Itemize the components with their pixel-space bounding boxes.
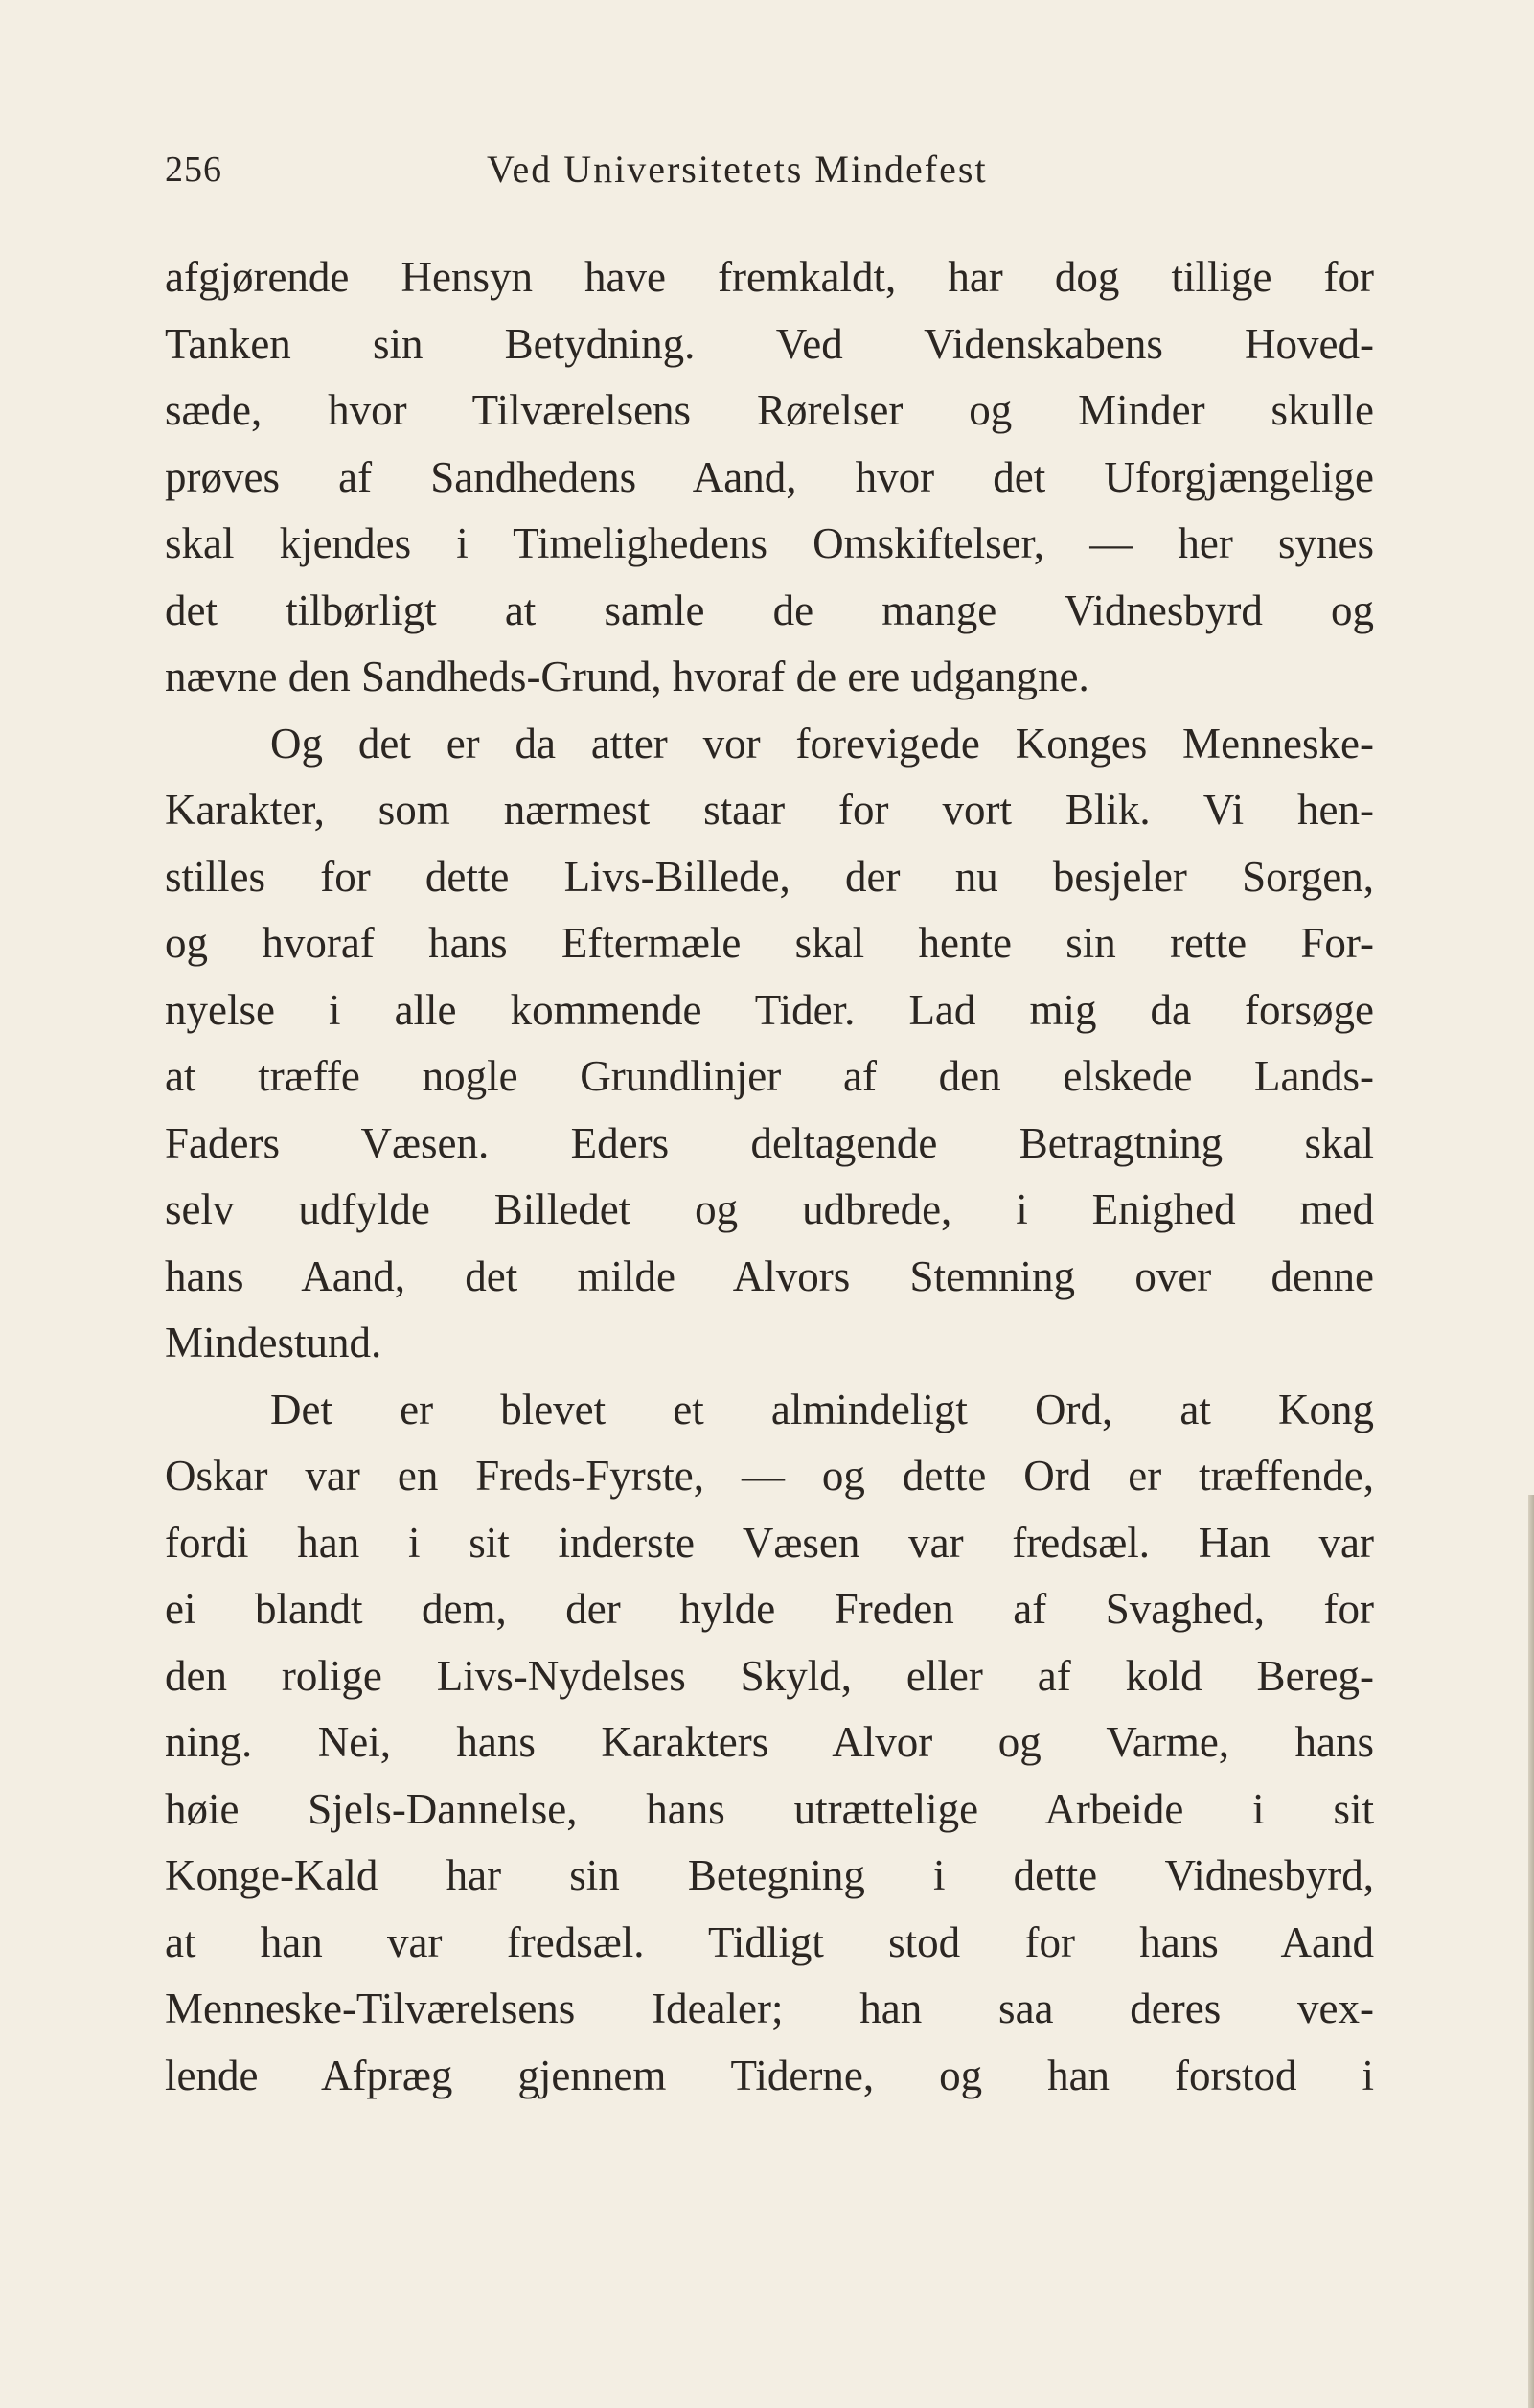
text-line: hans Aand, det milde Alvors Stemning over denne <box>165 1251 1374 1300</box>
text-line: Tanken sin Betydning. Ved Videnskabens Hoved- <box>165 319 1374 368</box>
text-line: den rolige Livs-Nydelses Skyld, eller af kold Bereg- <box>165 1651 1374 1700</box>
text-line: prøves af Sandhedens Aand, hvor det Uforgjængelige <box>165 452 1374 501</box>
text-line: lende Afpræg gjennem Tiderne, og han forstod i <box>165 2051 1374 2099</box>
text-line: Og det er da atter vor forevigede Konges Menneske- <box>270 719 1374 768</box>
text-line: nyelse i alle kommende Tider. Lad mig da forsøge <box>165 985 1374 1034</box>
text-line: ning. Nei, hans Karakters Alvor og Varme, hans <box>165 1718 1374 1766</box>
text-line: og hvoraf hans Eftermæle skal hente sin rette For- <box>165 919 1374 967</box>
text-line: nævne den Sandheds-Grund, hvoraf de ere udgangne. <box>165 653 1089 700</box>
text-line: det tilbørligt at samle de mange Vidnesbyrd og <box>165 585 1374 634</box>
text-line: ei blandt dem, der hylde Freden af Svaghed, for <box>165 1585 1374 1633</box>
text-line: Oskar var en Freds-Fyrste, — og dette Ord er træffende, <box>165 1452 1374 1500</box>
text-line: Mindestund. <box>165 1319 382 1366</box>
text-line: at han var fredsæl. Tidligt stod for hans Aand <box>165 1917 1374 1966</box>
text-line: Konge-Kald har sin Betegning i dette Vidnesbyrd, <box>165 1851 1374 1899</box>
text-line: Menneske-Tilværelsens Idealer; han saa deres vex- <box>165 1984 1374 2032</box>
text-line: sæde, hvor Tilværelsens Rørelser og Minder skulle <box>165 386 1374 434</box>
text-line: afgjørende Hensyn have fremkaldt, har dog tillige for <box>165 253 1374 301</box>
text-line: Det er blevet et almindeligt Ord, at Kong <box>270 1385 1374 1433</box>
body-text <box>165 244 1374 2109</box>
text-line: skal kjendes i Timelighedens Omskiftelser, — her synes <box>165 519 1374 567</box>
text-line: at træffe nogle Grundlinjer af den elskede Lands- <box>165 1052 1374 1100</box>
text-line: Faders Væsen. Eders deltagende Betragtning skal <box>165 1118 1374 1167</box>
text-line: selv udfylde Billedet og udbrede, i Enighed med <box>165 1185 1374 1233</box>
text-line: fordi han i sit inderste Væsen var fredsæl. Han var <box>165 1518 1374 1567</box>
page-edge <box>1528 1495 1534 2408</box>
running-title: Ved Universitetets Mindefest <box>487 148 988 191</box>
page-header <box>165 146 1372 194</box>
text-line: stilles for dette Livs-Billede, der nu besjeler Sorgen, <box>165 852 1374 901</box>
text-line: Karakter, som nærmest staar for vort Blik. Vi hen- <box>165 786 1374 834</box>
page-number: 256 <box>165 149 222 190</box>
text-line: høie Sjels-Dannelse, hans utrættelige Arbeide i sit <box>165 1784 1374 1833</box>
